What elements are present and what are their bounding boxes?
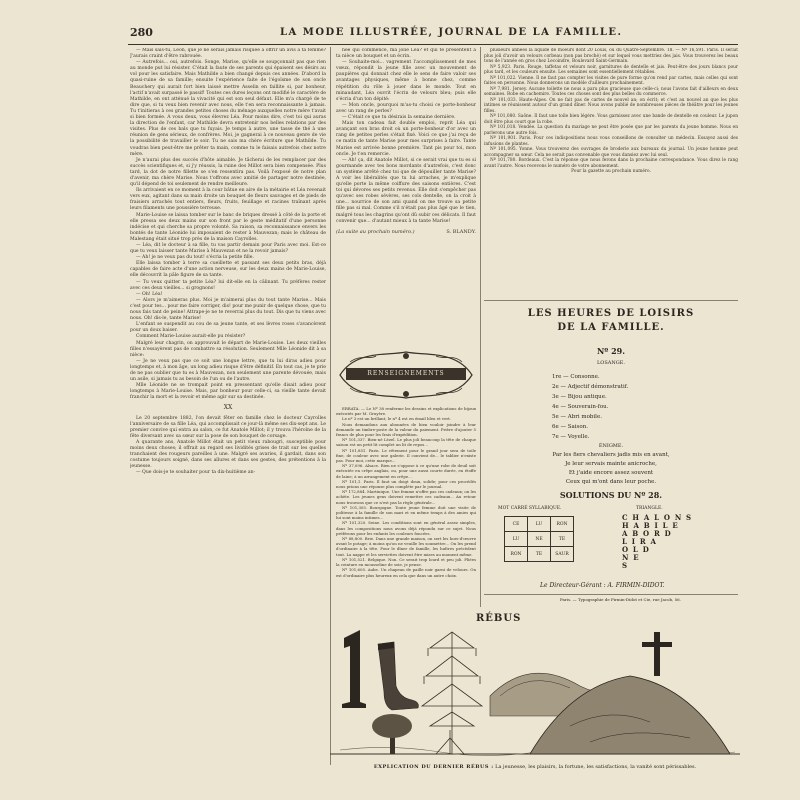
enigme-line: Je leur servais mainte anicroche, (565, 461, 657, 467)
story-paragraph: — Autrefois... oui, autrefois. Songe, Marise, qu'elle se soupçonnait pas que rien au monde put lui résister. C'était la faute de ses parents qui épaisent ses désirs au vol pour les satisfaire. Mais Mathilde a bien changé depuis ces années. D'abord la quasi-ruine de sa famille; ensuite l'expérience faite de l'égoïsme de son oncle Beauchery qui aurait fort bien laissé mettre Asselin en faillite si, par bonheur, l'actif n'avait surpassé le passif! Toutes ces dures leçons ont modifié le caractère de Mathilde, en ont atténué la vivacité qui est son seul défaut. Elle m'a chargé de te dire que, si tu veux bien revenir avec nous, elle t'en sera reconnaissante à jamais. Tu t'initieras à ces grandes petites choses du ménage auxquelles notre mère t'avait si bien formée. A vous deux, vous élevrez Léa. Pour moins dire, c'est toi qui auras la direction de l'enfant, car Mathilde devra entretenir nos belles relations par des visites. Plus de ces bals que tu fuyais. Je temps à autre, une tasse de thé à une réunion de gens sérieux, de confrères. Moi, je gagnerai à ce nouveau genre de vie la possibilité de travailler le soir. Tu ne sais ma chère écriture que Mathilde. Tu voudras bien peut-être me prêter ta main, comme tu le faisais autrefois chez notre mère. (130, 60, 326, 157)
story-paragraph: Elle laissa tomber à terre sa cueillette et passant ses deux petits bras, déjà capables de faire acte d'une action nerveuse, sur les deux mains de Marie-Louise, elle découvrit la pâle figure de sa tante. (130, 261, 326, 279)
story-paragraph: — Souhaite-moi... vagrement l'accomplissement de mes vœux, répondit la jeune fille avec un mouvement de paupières qui donnait chez elle le sens de faire valoir ses avantages physiques, même à bonne chez, comme répétition du rôle à jouer dans le monde. Tout en minaudant, Léa ouvrit l'écrin de velours bleu; puis elle s'écria d'un ton dépité: (336, 60, 476, 102)
answer-entry: Nº 101,780. Bordeaux. C'est la réponse que nous ferons dans la prochaine correspondance. Vous direz le rang avant l'autre. Nous recevons le numéro de votre abonnement. (484, 158, 738, 169)
triangle-line: N E (622, 553, 640, 562)
story-paragraph: Ils arrivaient en ce moment à la cour bâtue en aire de la métairie et Léa revenait vers eux, agitant dans sa main droite un bouquet de fleurs sauvages et de pieds de fraisiers arrachés tout entiers, fleurs, fruits, feuillage et racines traînant après leurs filaments une poussière terreuse. (130, 188, 326, 212)
printer-credit: Paris. — Typographie de Firmin-Didot et Cie, rue Jacob, 56. (560, 597, 681, 602)
story-paragraph: Marie-Louise se laissa tomber sur le banc de briques dressé à côté de la porte et elle pressa ses deux mains sur son front par le geste méditatif d'une personne indécise et qui cherche sa propre volonté. Sa raison, sa reconnaissance envers les bontés de tante Léonide lui imposaient de rester à Mauvezan; mais le château de Malestang était situé trop près de la maison Cayrolles. (130, 212, 326, 242)
story-paragraph: Malgré leur chagrin, on approuvait le départ de Marie-Louise. Les deux vieilles filles n'essayèrent pas de combattre sa résolution. Seulement Mlle Léonide dit à sa nièce: (130, 340, 326, 358)
solution2-label: TRIANGLE. (636, 506, 663, 511)
story-paragraph: — Alors je m'aimeras plus. Moi je m'aimerai plus du tout tante Marise... Mais c'est pour tes... pour me faire corriger, dis! pour me punir de quelque chose, que tu nous fais tant de peine! Attrape-je ne te reverrai plus du tout. Dis que tu viens avec nous. Oh! dis-le, tante Marise! (130, 297, 326, 322)
story-paragraph: A quarante ans, Anatole Millot était un petit vieux rabougri, susceptible pour moins deux choses; il offrait au regard ses lividités grises de trait sur les quelles tranchaient des rougeurs pareilles à une. Malgré ses avaries, il gardait, dans son costume toujours soigné, dans ses allures et dans ses gestes, des prétentions à la jeunesse. (130, 439, 326, 470)
clue-item: 7e — Voyelle. (552, 434, 590, 440)
story-paragraph: — Ah! ça, dit Anatole Millot, si ce serait vrai que tu es si gourmande avec tes bons mordants d'autrefois, c'est donc un système arrêté chez toi que de dépouiller tante Marise? A voir les libéralités que tu lui arraches, je m'explique qu'elle porte la même coiffure des saisons entières. C'est toi qui dévores ses petits revenus. Elle doit s'empêcher pas qu'avec ses robes sévères, ses cols dentelle, on la croit à une... nourrice de son ami quand on me trouve sa petite fille pas si mal. Comme s'il n'était pas plus âgé que le tien, malgré tous les chagrins qu'ont dû subir ces délicats. Il faut convenir que... d'autant mieux à ta tante Marise! (336, 157, 476, 224)
rebus-title: RÉBUS (476, 613, 522, 624)
story-paragraph: Comment Marie-Louise aurait-elle pu résister? (136, 334, 246, 340)
column-3-footer: Pour la gazette au prochain numéro. (571, 169, 651, 174)
story-paragraph: née qui commence, ma jolie Léa? et qui te présentent à ta nièce un bouquet et un écrin. (336, 48, 476, 60)
grid-row (505, 532, 574, 547)
enigme-line: Et j'aide encore assez souvent (568, 470, 654, 476)
answer-entry: Nº 101,080. Saône. Il faut une toile bien légère. Vous garnissez avec une bande de dentelle en couleur. Le jupon doit être plus court que la robe. (484, 114, 738, 125)
clue-item: 1re — Consonne. (552, 374, 600, 380)
answer-entry: Nº 101,033. Haute-Alpes. On ne fait pas de cartes de nouvel an; on écrit; et c'est au nouvel an que les plus intimes se réunissent autour d'un grand dîner. Nous avons publié de nombreuses pièces de théâtre pour les jeunes filles. (484, 97, 738, 114)
story-paragraph: — Tu veux quitter ta petite Léa? lui dit-elle en la câlinant. Tu préfères rester avec ces deux vieilles... si grognons! (130, 279, 326, 291)
rebus-drawing (330, 626, 740, 764)
story-paragraph: — C'était ce que tu désirais la semaine dernière. (342, 115, 456, 121)
answer-entry: Nº 101,901. Paris. Pour ces indispositions nous vous conseillons de consulter un médecin. Essayez aussi des infusions de plantes. (484, 136, 738, 147)
rebus-illustration (330, 626, 740, 764)
rebus-explanation-text: La jeunesse, les plaisirs, la fortune, les satisfactions, la vanité sont périssables. (495, 764, 697, 770)
story-paragraph: L'enfant se suspendit au cou de sa jeune tante, et ses lèvres roses s'avancèrent pour un doux baiser. (130, 322, 326, 334)
answer-entry: Nº 101,022. Vienne. Il ne faut pas compter les visites de pure forme qu'on rend par cartes, mais celles qui sont faites en personne. Nous donnerons un modèle d'ailleurs prochainement. (484, 75, 738, 86)
answer-entry: Nº 5,923. Paris. Rouge, taffetas et velours noir, garnitures de dentelle et jais. Peut-être des jours blancs pour plus tard, et les couleurs ensuite. Les semaines sont essentiellement rétablies. (484, 64, 738, 75)
renseignement-entry: Nº 101,521. Belgique. Non. Ce serait trop lourd et peu joli. Pliées la ceinture en mousseline de soie, je pense. (336, 556, 476, 568)
answer-entry: Nº 7,981. Jersey. Aucune toilette ne nous a paru plus gracieuse que celle-ci; nous l'avons fait d'ailleurs en deux semaines. Robe en cachemire. Toutes ces choses sont des plus belles du commerce. (484, 86, 738, 97)
page-number: 280 (130, 26, 153, 39)
renseignement-entry: Nº 37,096. Alsace. Rien ne s'oppose à ce qu'une robe de deuil soit exécutée en crêpe anglais, ou, pour une aussi courte durée, en étoffe de laine; à un arrangement en crêpe... (336, 463, 476, 479)
puzzle-number: Nº 29. (596, 346, 625, 356)
grid-cell: NE (528, 532, 551, 547)
renseignement-entry: Nº 101,320. Seine. Les conditions sont en général assez simples, dans les compositions nous avons déjà répondu sur ce sujet. Nous préférons pour les enfants les couleurs foncées. (336, 520, 476, 536)
puzzle-rule-bottom (484, 594, 738, 595)
spike-post-icon (436, 730, 464, 754)
author: S. BLANDY. (446, 228, 476, 235)
triangle-line: L I R A (622, 537, 658, 546)
header-rule (128, 44, 738, 45)
cross-icon (642, 632, 672, 676)
mast-lantern-icon (422, 632, 482, 754)
triangle-line: H A B I L E (622, 521, 679, 530)
solutions-title: SOLUTIONS DU Nº 28. (559, 490, 663, 500)
renseignements-banner (336, 346, 476, 404)
triangle-solution (622, 514, 692, 570)
story-paragraph: Le 20 septembre 1882, l'on devait fêter en famille chez le docteur Cayrolles l'anniversaire de sa fille Léa, qui accomplissait ce jour-là même ses dix-sept ans. Le premier convive qui entra au salon, ce fut Anatole Millot; il y trouva l'héroïne de la fête diversant avec sa sœur sur la pose de son bouquet de corsage. (130, 415, 326, 439)
syllabic-square-grid (504, 516, 574, 562)
answer-entry: plusieurs années la liquide de moeurs dont 20 Louis, ou du Quatre-Septembre. 18. — Nº 16,591. Paris. Il serait plus joli d'avoir un velours corbeau (non pas broché) et sur lequel vous mettriez des jais. Vous trouverez les beaux tons de l'année en gros chez Lecoindre, Boulevard Saint-Germain. (484, 48, 738, 64)
story-paragraph: — Mon oncle, pourquoi m'as-tu choisi ce porte-bonheur avec un rang de perles? (336, 102, 476, 114)
column-2-renseignements (336, 406, 476, 602)
puzzle-heading-line1: LES HEURES DE LOISIRS (527, 308, 695, 319)
column-2-story (336, 48, 476, 344)
grid-cell: SAUR (551, 547, 574, 562)
story-paragraph: — Ah! je ne veux pas du tout! s'écria la petite fille. (136, 255, 254, 261)
renseignements-title: RENSEIGNEMENTS (346, 368, 466, 380)
page-header (130, 26, 740, 42)
enigme-line: Ceux qui m'ont dans leur poche. (565, 479, 657, 485)
answer-entry: Nº 101,018. Vendée. La question du mariage ne peut être posée que par les parents du jeune homme. Nous en parlerons une autre fois. (484, 125, 738, 136)
enigme-label: ÉNIGME. (598, 443, 624, 449)
stocking-icon (378, 642, 418, 710)
column-divider-2 (480, 47, 481, 607)
renseignement-entry: Le nº 3 est un brillant; le nº 4 est en émail bleu et vert. (342, 416, 452, 422)
triangle-line: O L D (622, 545, 650, 554)
grid-cell: CE (505, 517, 528, 532)
puzzle-rule-top (484, 300, 738, 301)
grid-cell: RON (551, 517, 574, 532)
story-signature (336, 229, 476, 235)
triangle-line: S (622, 561, 629, 570)
story-paragraph: Mais ton cadeau fait double emploi, reprit Léa qui avançant son bras droit où un porte-bonheur d'or avec un rang de petites perles s'était fixé. Voici ce que j'ai reçu de ce matin de tante Marise pour mes surprises à faire. Tante Marise est arrivée bonne première. Tant pis pour toi, mon oncle. Je t'en remercie. (336, 121, 476, 157)
grid-row (505, 517, 574, 532)
enigme-line: Par les fiers chevaliers jadis mis en avant, (552, 452, 670, 458)
numeral-one-icon (342, 630, 366, 708)
column-1 (130, 48, 326, 764)
rebus-explanation-label: EXPLICATION DU DERNIER RÉBUS : (373, 764, 494, 770)
story-paragraph: — Que dois-je te souhaiter pour ta dix-huitième an- (136, 470, 256, 476)
section-number: XX (223, 404, 233, 412)
story-paragraph: — Léa, dit le docteur à sa fille, tu vas partir demain pour Paris avec moi. Est-ce que tu veux laisser tante Marise à Mauvezan et ne la revoir jamais? (130, 243, 326, 255)
renseignement-entry: Nº 101,305. Bourgogne. Toute jeune femme doit une visite de politesse à la famille de son mari et en même temps à des amies qui lui sont moins intimes... (336, 504, 476, 521)
triangle-line: C H A L O N S (622, 513, 693, 522)
story-paragraph: — Oh! Léa! (136, 291, 163, 297)
rebus-explanation (330, 764, 740, 771)
solution1-label: MOT CARRÉ SYLLABIQUE. (498, 506, 562, 511)
director-credit: Le Directeur-Gérant : A. FIRMIN-DIDOT. (540, 582, 665, 589)
story-paragraph: — Mais sais-tu, Léon, que je ne serais jamais risquée à offrir un avis à ta femme? J'aurais craint d'être rabrouée. (130, 48, 326, 60)
grid-cell: LU (528, 517, 551, 532)
renseignement-entry: Nº 88,800. Brie. Dans une grande maison, on sert les hors-d'œuvre avant le potage; à moins qu'on ne veuille les soumettre... On les prend d'ordinaire à la tête. Pour le dîner de famille, les huîtres précèdent tout. La nappe et les serviettes doivent être mises au moment même. (336, 536, 476, 557)
renseignement-entry: Nº 101,851. Paris. Le vêtement pour le grand jour sera de toile fine, de couleur avec une galerie. Il convient de... le tablier n'existe pas. Pour moi, cette marque... (336, 447, 476, 464)
grid-row (505, 547, 574, 562)
grid-cell: LU (505, 532, 528, 547)
to-be-continued: (La suite au prochain numéro.) (336, 228, 415, 235)
grid-cell: TE (551, 532, 574, 547)
enigme (484, 442, 738, 487)
clue-item: 4e — Souverain-fou. (552, 404, 609, 410)
story-paragraph: — Je ne veux pas que ce soit une longue lettre, que tu lui diras adieu pour longtemps et, à mon âge, un long adieu risque d'être définitif. En tout cas, je te prie de ne pas oublier que tu es à Mauvezan, non seulement une parente dévouée, mais un asile, si jamais tu as besoin de l'un ou de l'autre. (130, 358, 326, 383)
clue-item: 3e — Bijou antique. (552, 394, 607, 400)
triangle-line: A B O R D (622, 529, 672, 538)
puzzle-heading-line2: DE LA FAMILLE. (557, 322, 665, 333)
puzzle-type: LOSANGE. (596, 360, 626, 366)
renseignement-entry: Nous demandons aux abonnées de bien vouloir joindre à leur demande un timbre-poste de la valeur du paiement. Prière d'ajouter 5 francs de plus pour les frais d'expédition. (336, 421, 476, 438)
clue-item: 6e — Saison. (552, 424, 588, 430)
renseignement-entry: Nº 172,884. Martinique. Une femme n'offre pas ces cadeaux; on les achète. Les jeunes gens doivent remettre ces cadeaux... Au retour nous trouvons que ce n'est pas la règle générale... (336, 489, 476, 505)
renseignement-entry: ERRATA. — Le Nº 38 renferme les dessins et explications de bijoux exécutés par M. Gruyère. (336, 406, 476, 417)
journal-title: LA MODE ILLUSTRÉE, JOURNAL DE LA FAMILLE. (280, 27, 623, 38)
answer-entry: Nº 101,095. Yonne. Vous trouverez des ouvrages de broderie aux bureaux du journal. Un jeune homme peut accompagner sa sœur. Cela ne serait pas convenable que vous dansiez avec lui seul. (484, 147, 738, 158)
story-paragraph: Je n'aurai plus des succès d'hôte aimable. Je tâcherai de les remplacer par des succès scientifiques et, si j'y réussis, la ruine des Millot sera bien compensée. Plus tard, la dot de notre fillette se s'en ressentira pas. Voilà l'exposé de notre plan d'avenir, ma chère Marise. Nous t'offrons avec amitié de partager notre destinée, qu'il dépend de toi seulement de rendre meilleure. (130, 157, 326, 188)
grid-cell: RON (505, 547, 528, 562)
clue-item: 2e — Adjectif démonstratif. (552, 384, 629, 390)
clue-list (552, 372, 628, 442)
story-paragraph: Mlle Léonide ne se trompait point en pressentant qu'elle disait adieu pour longtemps à Marie-Louise. Mais, par bonheur pour celle-ci, sa vieille tante devait franchir la mort et la revoir et même agir sur sa destinée. (130, 383, 326, 401)
clue-item: 5e — Abri mobile. (552, 414, 602, 420)
grid-cell: TE (528, 547, 551, 562)
column-3-answers (484, 48, 738, 298)
renseignement-entry: Nº 101,337. Bien-né Lézel. Le plus joli beaucoup la tête de chaque saison est un petit lit complet un lit de repos... (336, 437, 476, 448)
renseignement-entry: Nº 101,1. Paris. Il faut un doigt doux, solide; pour ces procédés nous prions une réponse plus complète par le journal. (336, 478, 476, 490)
renseignement-entry: Nº 101,605. Aube. Un chapeau de paille noir garni de velours. On est d'ordinaire plus heureux en cela que dans un autre choix. (336, 567, 476, 578)
